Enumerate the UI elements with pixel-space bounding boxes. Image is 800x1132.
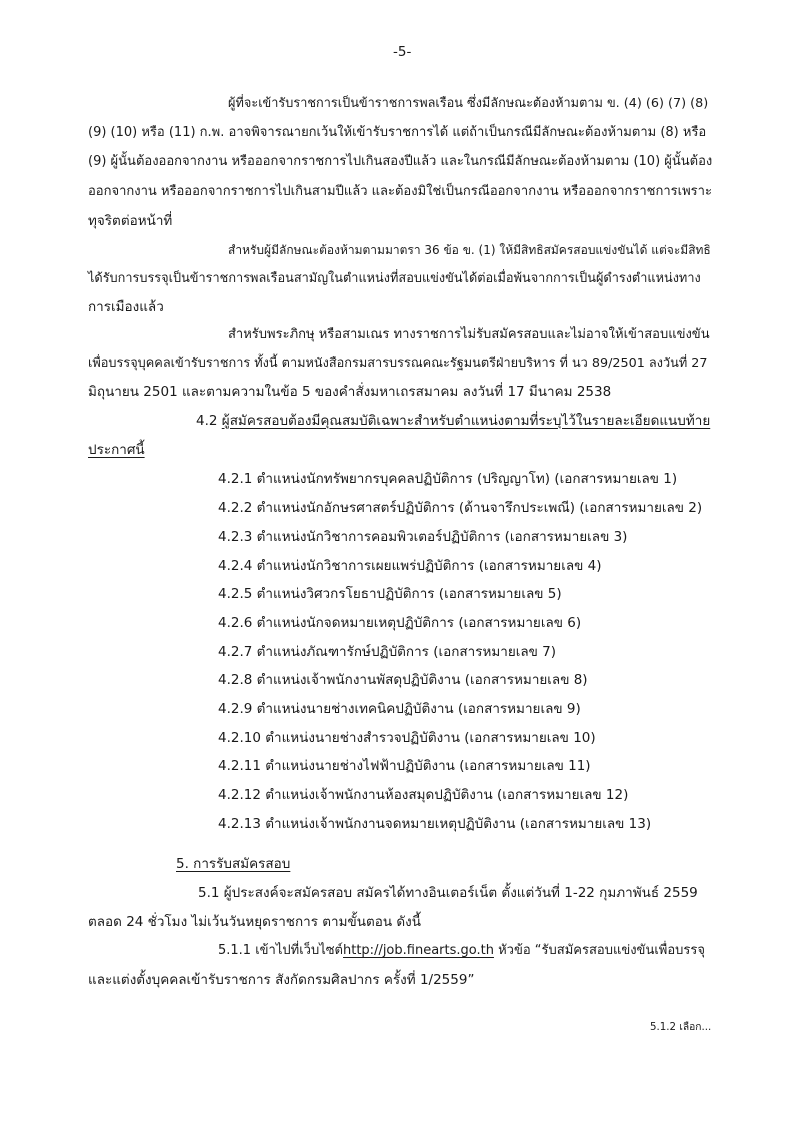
section-5-1-1-line1	[218, 943, 705, 959]
position-item-3: 4.2.3 ตำแหน่งนักวิชาการคอมพิวเตอร์ปฏิบัติการ (เอกสารหมายเลข 3)	[218, 529, 628, 545]
position-item-1: 4.2.1 ตำแหน่งนักทรัพยากรบุคคลปฏิบัติการ (ปริญญาโท) (เอกสารหมายเลข 1)	[218, 471, 678, 487]
para2-line2: ได้รับการบรรจุเป็นข้าราชการพลเรือนสามัญในตำแหน่งที่สอบแข่งขันได้ต่อเมื่อพ้นจากการเป็นผู้ดำรงตำแหน่งทาง	[88, 271, 701, 286]
continuation-marker: 5.1.2 เลือก...	[650, 1021, 712, 1033]
section-4-2-title-cont: ประกาศนี้	[88, 442, 145, 458]
para3-line1: สำหรับพระภิกษุ หรือสามเณร ทางราชการไม่รับสมัครสอบและไม่อาจให้เข้าสอบแข่งขัน	[228, 327, 710, 342]
para2-line1: สำหรับผู้มีลักษณะต้องห้ามตามมาตรา 36 ข้อ ข. (1) ให้มีสิทธิสมัครสอบแข่งขันได้ แต่จะมีสิทธิ	[228, 243, 711, 257]
position-item-12: 4.2.12 ตำแหน่งเจ้าพนักงานห้องสมุดปฏิบัติงาน (เอกสารหมายเลข 12)	[218, 787, 629, 803]
position-item-9: 4.2.9 ตำแหน่งนายช่างเทคนิคปฏิบัติงาน (เอกสารหมายเลข 9)	[218, 701, 581, 717]
section-5-1-1-suffix: หัวข้อ “รับสมัครสอบแข่งขันเพื่อบรรจุ	[493, 943, 705, 958]
position-item-10: 4.2.10 ตำแหน่งนายช่างสำรวจปฏิบัติงาน (เอกสารหมายเลข 10)	[218, 730, 596, 746]
page-number: -5-	[393, 44, 412, 60]
para1-line3: (9) ผู้นั้นต้องออกจากงาน หรือออกจากราชการไปเกินสองปีแล้ว และในกรณีมีลักษณะต้องห้ามตาม (10) ผู้นั้นต้อง	[88, 154, 713, 169]
section-5-1-line2: ตลอด 24 ชั่วโมง ไม่เว้นวันหยุดราชการ ตามขั้นตอน ดังนี้	[88, 914, 421, 930]
para2-line3: การเมืองแล้ว	[88, 299, 164, 315]
section-4-2-number: 4.2	[196, 413, 218, 429]
section-4-2-title: ผู้สมัครสอบต้องมีคุณสมบัติเฉพาะสำหรับตำแหน่งตามที่ระบุไว้ในรายละเอียดแนบท้าย	[221, 413, 711, 429]
position-item-11: 4.2.11 ตำแหน่งนายช่างไฟฟ้าปฏิบัติงาน (เอกสารหมายเลข 11)	[218, 758, 591, 774]
para1-line5: ทุจริตต่อหน้าที่	[88, 213, 173, 229]
para3-line3: มิถุนายน 2501 และตามความในข้อ 5 ของคำสั่งมหาเถรสมาคม ลงวันที่ 17 มีนาคม 2538	[88, 384, 612, 400]
position-item-2: 4.2.2 ตำแหน่งนักอักษรศาสตร์ปฏิบัติการ (ด้านจารึกประเพณี) (เอกสารหมายเลข 2)	[218, 500, 703, 516]
position-item-4: 4.2.4 ตำแหน่งนักวิชาการเผยแพร่ปฏิบัติการ (เอกสารหมายเลข 4)	[218, 558, 602, 574]
position-item-5: 4.2.5 ตำแหน่งวิศวกรโยธาปฏิบัติการ (เอกสารหมายเลข 5)	[218, 586, 562, 602]
section-5-1-1-prefix: 5.1.1 เข้าไปที่เว็บไซต์	[218, 943, 343, 958]
section-4-2	[196, 413, 710, 429]
website-link[interactable]: http://job.finearts.go.th	[343, 943, 494, 958]
para3-line2: เพื่อบรรจุบุคคลเข้ารับราชการ ทั้งนี้ ตามหนังสือกรมสารบรรณคณะรัฐมนตรีฝ่ายบริหาร ที่ นว 89/2501 ลงวันที่ 27	[88, 356, 708, 371]
section-5-1-1-line2: และแต่งตั้งบุคคลเข้ารับราชการ สังกัดกรมศิลปากร ครั้งที่ 1/2559”	[88, 972, 475, 988]
position-item-13: 4.2.13 ตำแหน่งเจ้าพนักงานจดหมายเหตุปฏิบัติงาน (เอกสารหมายเลข 13)	[218, 816, 652, 832]
para1-line4: ออกจากงาน หรือออกจากราชการไปเกินสามปีแล้ว และต้องมิใช่เป็นกรณีออกจากงาน หรือออกจากราชการเพราะ	[88, 184, 712, 199]
para1-line2: (9) (10) หรือ (11) ก.พ. อาจพิจารณายกเว้นให้เข้ารับราชการได้ แต่ถ้าเป็นกรณีมีลักษณะต้องห้ามตาม (8) หรือ	[88, 125, 707, 140]
para1-line1: ผู้ที่จะเข้ารับราชการเป็นข้าราชการพลเรือน ซึ่งมีลักษณะต้องห้ามตาม ข. (4) (6) (7) (8)	[228, 96, 709, 111]
position-item-8: 4.2.8 ตำแหน่งเจ้าพนักงานพัสดุปฏิบัติงาน (เอกสารหมายเลข 8)	[218, 672, 588, 688]
position-item-6: 4.2.6 ตำแหน่งนักจดหมายเหตุปฏิบัติการ (เอกสารหมายเลข 6)	[218, 615, 582, 631]
section-5-1-line1: 5.1 ผู้ประสงค์จะสมัครสอบ สมัครได้ทางอินเตอร์เน็ต ตั้งแต่วันที่ 1-22 กุมภาพันธ์ 2559	[198, 885, 698, 901]
section-5-heading: 5. การรับสมัครสอบ	[176, 856, 291, 872]
position-item-7: 4.2.7 ตำแหน่งภัณฑารักษ์ปฏิบัติการ (เอกสารหมายเลข 7)	[218, 644, 556, 660]
